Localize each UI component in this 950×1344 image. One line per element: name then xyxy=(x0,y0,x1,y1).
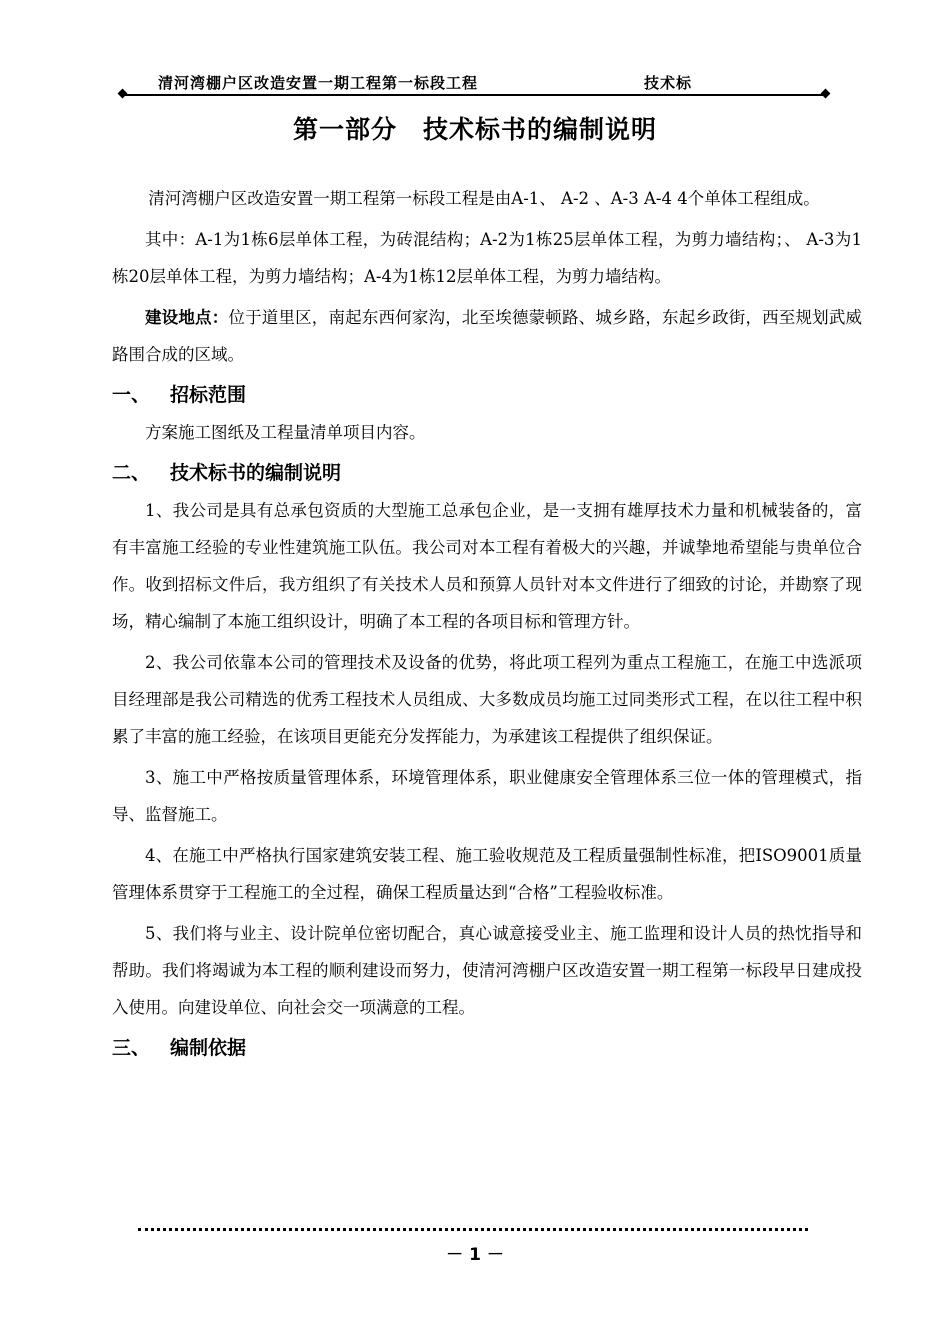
header-rule-left-diamond xyxy=(118,89,128,99)
location-label: 建设地点： xyxy=(145,308,229,327)
list-item: 3、施工中严格按质量管理体系，环境管理体系，职业健康安全管理体系三位一体的管理模式，指导、监督施工。 xyxy=(112,768,862,824)
location-paragraph xyxy=(112,299,862,373)
section-heading-preparation xyxy=(112,455,862,492)
title-part: 第一部分 xyxy=(292,115,397,144)
section-title: 招标范围 xyxy=(170,384,247,406)
location-text: 位于道里区，南起东西何家沟，北至埃德蒙顿路、城乡路，东起乡政街，西至规划武威路围合成的区域。 xyxy=(112,308,863,364)
header-rule-right-diamond xyxy=(821,89,831,99)
list-item: 2、我公司依靠本公司的管理技术及设备的优势，将此项工程列为重点工程施工，在施工中选派项目经理部是我公司精选的优秀工程技术人员组成、大多数成员均施工过同类形式工程，在以往工程中积累了丰富的施工经验，在该项目更能充分发挥能力，为承建该工程提供了组织保证。 xyxy=(112,653,862,746)
document-body xyxy=(112,180,862,1067)
title-name: 技术标书的编制说明 xyxy=(423,115,658,144)
section-heading-basis xyxy=(112,1030,862,1067)
page-number: － 1 － xyxy=(446,1245,504,1265)
intro-paragraph: 清河湾棚户区改造安置一期工程第一标段工程是由A-1、 A-2 、A-3 A-4 4个单体工程组成。 xyxy=(148,189,820,208)
header-rule xyxy=(122,94,826,96)
structure-paragraph: 其中：A-1为1栋6层单体工程，为砖混结构；A-2为1栋25层单体工程，为剪力墙结构；、 A-3为1栋20层单体工程，为剪力墙结构；A-4为1栋12层单体工程，为剪力墙结构。 xyxy=(112,230,862,286)
list-item: 5、我们将与业主、设计院单位密切配合，真心诚意接受业主、施工监理和设计人员的热忱指导和帮助。我们将竭诚为本工程的顺利建设而努力，使清河湾棚户区改造安置一期工程第一标段早日建成投入使用。向建设单位、向社会交一项满意的工程。 xyxy=(112,924,862,1017)
section-number: 三、 xyxy=(112,1037,151,1059)
section-title: 技术标书的编制说明 xyxy=(170,462,342,484)
header-doc-type: 技术标 xyxy=(644,74,693,92)
scope-paragraph: 方案施工图纸及工程量清单项目内容。 xyxy=(145,423,426,442)
section-title: 编制依据 xyxy=(170,1037,247,1059)
list-item: 4、在施工中严格执行国家建筑安装工程、施工验收规范及工程质量强制性标准，把ISO9001质量管理体系贯穿于工程施工的全过程，确保工程质量达到“合格”工程验收标准。 xyxy=(112,846,862,902)
list-item: 1、我公司是具有总承包资质的大型施工总承包企业，是一支拥有雄厚技术力量和机械装备的，富有丰富施工经验的专业性建筑施工队伍。我公司对本工程有着极大的兴趣，并诚挚地希望能与贵单位合作。收到招标文件后，我方组织了有关技术人员和预算人员针对本文件进行了细致的讨论，并勘察了现场，精心编制了本施工组织设计，明确了本工程的各项目标和管理方针。 xyxy=(112,501,862,631)
page-header xyxy=(118,68,830,100)
page-title xyxy=(0,110,950,146)
footer-rule xyxy=(138,1228,808,1231)
section-number: 二、 xyxy=(112,462,151,484)
section-heading-scope xyxy=(112,377,862,414)
section-number: 一、 xyxy=(112,384,151,406)
header-project-title: 清河湾棚户区改造安置一期工程第一标段工程 xyxy=(158,74,479,92)
